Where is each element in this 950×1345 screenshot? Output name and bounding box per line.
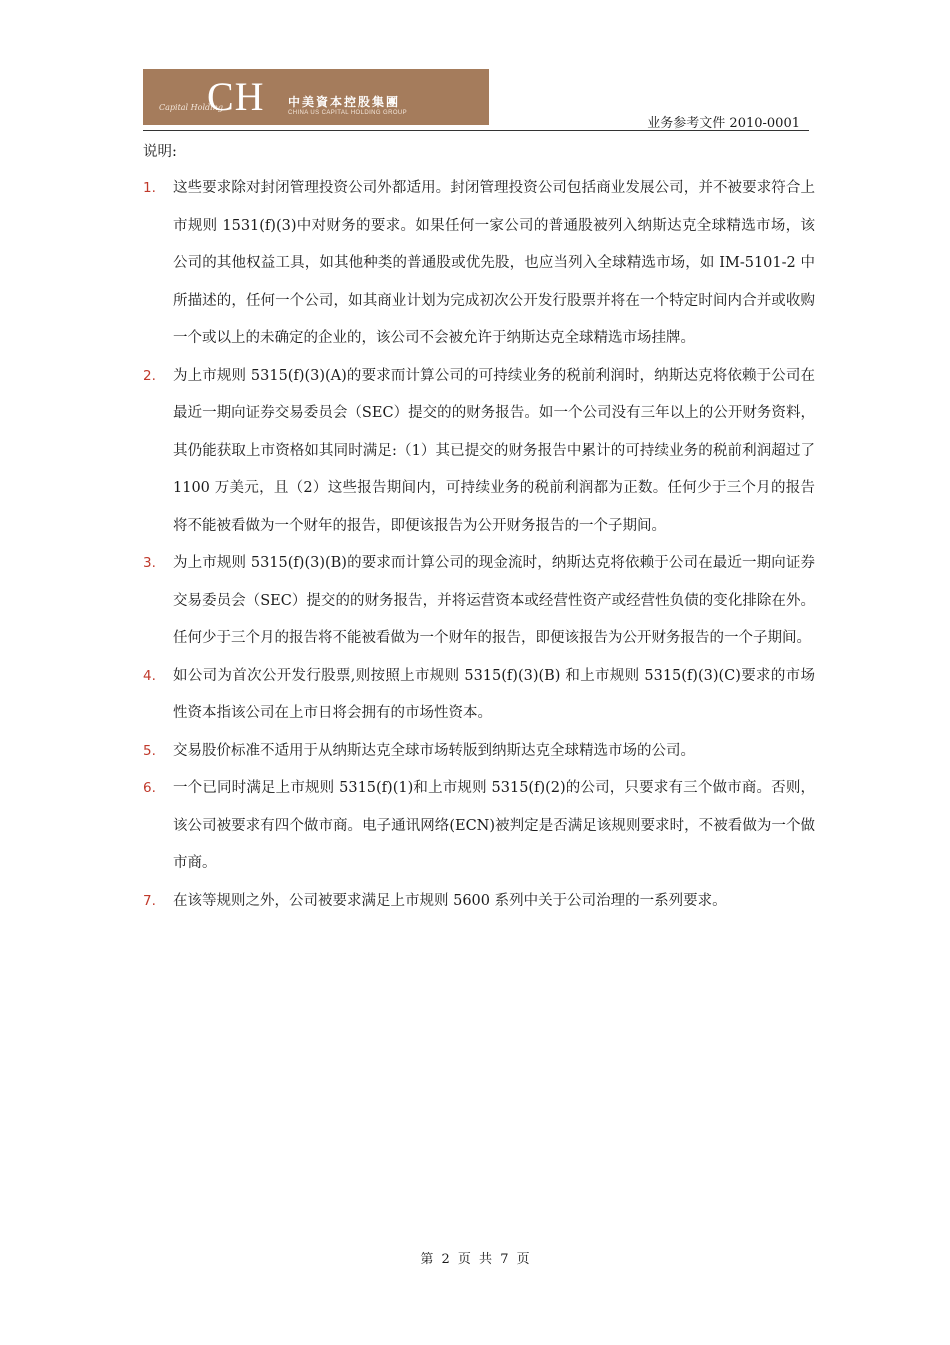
note-number: 3.	[143, 555, 156, 571]
logo-monogram: CH	[207, 74, 265, 119]
note-text: 如公司为首次公开发行股票,则按照上市规则 5315(f)(3)(B) 和上市规则 5315(f)(3)(C)要求的市场性资本指该公司在上市日将会拥有的市场性资本。	[173, 667, 815, 721]
note-item	[143, 358, 815, 546]
company-logo	[143, 69, 489, 125]
document-reference: 业务参考文件 2010-0001	[647, 116, 800, 131]
logo-subtitle: Capital Holding	[159, 103, 223, 112]
note-text: 一个已同时满足上市规则 5315(f)(1)和上市规则 5315(f)(2)的公司，只要求有三个做市商。否则，该公司被要求有四个做市商。电子通讯网络(ECN)被判定是否满足该规则要求时，不被看做为一个做市商。	[173, 780, 815, 871]
note-item	[143, 545, 815, 658]
note-text: 在该等规则之外，公司被要求满足上市规则 5600 系列中关于公司治理的一系列要求。	[173, 892, 727, 909]
note-text: 交易股价标准不适用于从纳斯达克全球市场转版到纳斯达克全球精选市场的公司。	[173, 742, 695, 759]
note-text: 为上市规则 5315(f)(3)(A)的要求而计算公司的可持续业务的税前利润时，纳斯达克将依赖于公司在最近一期向证券交易委员会（SEC）提交的的财务报告。如一个公司没有三年以上的公开财务资料，其仍能获取上市资格如其同时满足:（1）其已提交的财务报告中累计的可持续业务的税前利润超过了 1100 万美元，且（2）这些报告期间内，可持续业务的税前利润都为正数。任何少于三个月的报告将不能被看做为一个财年的报告，即便该报告为公开财务报告的一个子期间。	[173, 367, 815, 534]
note-text: 为上市规则 5315(f)(3)(B)的要求而计算公司的现金流时，纳斯达克将依赖于公司在最近一期向证券交易委员会（SEC）提交的的财务报告，并将运营资本或经营性资产或经营性负债的变化排除在外。任何少于三个月的报告将不能被看做为一个财年的报告，即便该报告为公开财务报告的一个子期间。	[173, 555, 815, 646]
page-footer: 第 2 页 共 7 页	[420, 1252, 530, 1267]
note-number: 5.	[143, 742, 156, 759]
note-item	[143, 770, 815, 883]
note-text: 这些要求除对封闭管理投资公司外都适用。封闭管理投资公司包括商业发展公司，并不被要求符合上市规则 1531(f)(3)中对财务的要求。如果任何一家公司的普通股被列入纳斯达克全球精选市场，该公司的其他权益工具，如其他种类的普通股或优先股，也应当列入全球精选市场，如 IM-5101-2 中所描述的，任何一个公司，如其商业计划为完成初次公开发行股票并将在一个特定时间内合并或收购一个或以上的未确定的企业的，该公司不会被允许于纳斯达克全球精选市场挂牌。	[173, 180, 815, 346]
header-divider	[143, 130, 809, 131]
note-item	[143, 170, 815, 358]
note-number: 2.	[143, 367, 156, 384]
note-item	[143, 733, 815, 771]
logo-english-name: CHINA US CAPITAL HOLDING GROUP	[288, 110, 408, 116]
note-item	[143, 658, 815, 733]
note-number: 4.	[143, 667, 156, 684]
note-item	[143, 883, 815, 921]
logo-chinese-name: 中美資本控股集團	[288, 95, 401, 109]
note-number: 1.	[143, 180, 156, 196]
notes-list	[143, 170, 815, 920]
section-label: 说明:	[143, 144, 177, 160]
note-number: 6.	[143, 780, 156, 796]
note-number: 7.	[143, 892, 156, 909]
